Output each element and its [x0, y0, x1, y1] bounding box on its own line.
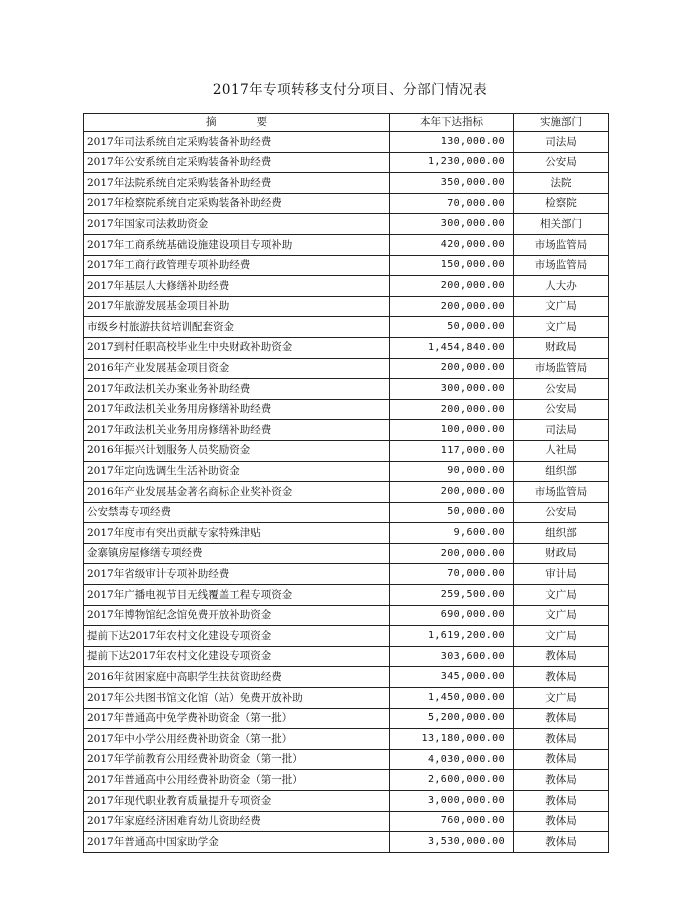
amount-cell: 70,000.00	[390, 564, 514, 585]
table-row	[84, 461, 609, 482]
item-name-cell: 2017年政法机关办案业务补助经费	[84, 379, 390, 400]
table-row	[84, 749, 609, 770]
amount-cell: 117,000.00	[390, 440, 514, 461]
department-cell: 人社局	[514, 440, 609, 461]
item-name-cell: 金寨镇房屋修缮专项经费	[84, 543, 390, 564]
department-cell: 公安局	[514, 502, 609, 523]
department-cell: 教体局	[514, 791, 609, 812]
department-cell: 检察院	[514, 193, 609, 214]
department-cell: 文广局	[514, 296, 609, 317]
item-name-cell: 2016年贫困家庭中高职学生扶贫资助经费	[84, 667, 390, 688]
item-name-cell: 2017年政法机关业务用房修缮补助经费	[84, 420, 390, 441]
amount-cell: 1,450,000.00	[390, 688, 514, 709]
item-name-cell: 2017年普通高中国家助学金	[84, 832, 390, 853]
table-row	[84, 502, 609, 523]
amount-cell: 4,030,000.00	[390, 749, 514, 770]
item-name-cell: 2017年普通高中公用经费补助资金（第一批）	[84, 770, 390, 791]
table-row	[84, 379, 609, 400]
department-cell: 审计局	[514, 564, 609, 585]
department-cell: 组织部	[514, 461, 609, 482]
table-row	[84, 646, 609, 667]
amount-cell: 690,000.00	[390, 605, 514, 626]
item-name-cell: 提前下达2017年农村文化建设专项资金	[84, 646, 390, 667]
department-cell: 教体局	[514, 832, 609, 853]
department-cell: 组织部	[514, 523, 609, 544]
table-row	[84, 234, 609, 255]
amount-cell: 200,000.00	[390, 543, 514, 564]
department-cell: 教体局	[514, 749, 609, 770]
item-name-cell: 2016年产业发展基金项目资金	[84, 358, 390, 379]
department-cell: 教体局	[514, 646, 609, 667]
amount-cell: 760,000.00	[390, 811, 514, 832]
item-name-cell: 2017年公安系统自定采购装备补助经费	[84, 152, 390, 173]
department-cell: 文广局	[514, 317, 609, 338]
amount-cell: 2,600,000.00	[390, 770, 514, 791]
table-row	[84, 688, 609, 709]
amount-cell: 1,230,000.00	[390, 152, 514, 173]
table-row	[84, 193, 609, 214]
amount-cell: 259,500.00	[390, 585, 514, 606]
amount-cell: 3,000,000.00	[390, 791, 514, 812]
amount-cell: 5,200,000.00	[390, 708, 514, 729]
department-cell: 市场监管局	[514, 234, 609, 255]
table-row	[84, 667, 609, 688]
amount-cell: 1,619,200.00	[390, 626, 514, 647]
item-name-cell: 2017年旅游发展基金项目补助	[84, 296, 390, 317]
item-name-cell: 2017年国家司法救助资金	[84, 214, 390, 235]
amount-cell: 50,000.00	[390, 502, 514, 523]
department-cell: 教体局	[514, 770, 609, 791]
amount-cell: 70,000.00	[390, 193, 514, 214]
header-amount: 本年下达指标	[390, 114, 514, 132]
amount-cell: 350,000.00	[390, 173, 514, 194]
department-cell: 财政局	[514, 337, 609, 358]
department-cell: 公安局	[514, 379, 609, 400]
table-row	[84, 482, 609, 503]
table-row	[84, 255, 609, 276]
table-row	[84, 729, 609, 750]
item-name-cell: 2017年广播电视节目无线覆盖工程专项资金	[84, 585, 390, 606]
table-row	[84, 337, 609, 358]
table-row	[84, 276, 609, 297]
table-row	[84, 296, 609, 317]
amount-cell: 200,000.00	[390, 482, 514, 503]
department-cell: 文广局	[514, 688, 609, 709]
table-row	[84, 811, 609, 832]
department-cell: 公安局	[514, 399, 609, 420]
table-row	[84, 564, 609, 585]
table-row	[84, 543, 609, 564]
item-name-cell: 2017年工商行政管理专项补助经费	[84, 255, 390, 276]
table-row	[84, 770, 609, 791]
department-cell: 司法局	[514, 420, 609, 441]
amount-cell: 300,000.00	[390, 379, 514, 400]
table-row	[84, 420, 609, 441]
department-cell: 市场监管局	[514, 255, 609, 276]
item-name-cell: 2016年振兴计划服务人员奖励资金	[84, 440, 390, 461]
table-row	[84, 214, 609, 235]
department-cell: 教体局	[514, 708, 609, 729]
item-name-cell: 2017年司法系统自定采购装备补助经费	[84, 132, 390, 153]
department-cell: 司法局	[514, 132, 609, 153]
item-name-cell: 2017年法院系统自定采购装备补助经费	[84, 173, 390, 194]
table-row	[84, 605, 609, 626]
department-cell: 相关部门	[514, 214, 609, 235]
department-cell: 文广局	[514, 605, 609, 626]
amount-cell: 9,600.00	[390, 523, 514, 544]
item-name-cell: 2017年现代职业教育质量提升专项资金	[84, 791, 390, 812]
department-cell: 教体局	[514, 667, 609, 688]
item-name-cell: 2017年博物馆纪念馆免费开放补助资金	[84, 605, 390, 626]
table-row	[84, 399, 609, 420]
item-name-cell: 2017年工商系统基础设施建设项目专项补助	[84, 234, 390, 255]
amount-cell: 200,000.00	[390, 399, 514, 420]
item-name-cell: 2017到村任职高校毕业生中央财政补助资金	[84, 337, 390, 358]
table-row	[84, 585, 609, 606]
allocation-table	[83, 113, 609, 853]
item-name-cell: 2017年基层人大修缮补助经费	[84, 276, 390, 297]
item-name-cell: 市级乡村旅游扶贫培训配套资金	[84, 317, 390, 338]
item-name-cell: 2017年公共图书馆文化馆（站）免费开放补助	[84, 688, 390, 709]
item-name-cell: 2017年中小学公用经费补助资金（第一批）	[84, 729, 390, 750]
department-cell: 市场监管局	[514, 358, 609, 379]
item-name-cell: 2017年省级审计专项补助经费	[84, 564, 390, 585]
department-cell: 文广局	[514, 626, 609, 647]
amount-cell: 50,000.00	[390, 317, 514, 338]
amount-cell: 303,600.00	[390, 646, 514, 667]
item-name-cell: 2017年政法机关业务用房修缮补助经费	[84, 399, 390, 420]
item-name-cell: 2017年普通高中免学费补助资金（第一批）	[84, 708, 390, 729]
amount-cell: 13,180,000.00	[390, 729, 514, 750]
table-row	[84, 440, 609, 461]
table-row	[84, 152, 609, 173]
table-row	[84, 317, 609, 338]
page-title: 2017年专项转移支付分项目、分部门情况表	[212, 82, 488, 98]
item-name-cell: 2017年家庭经济困难育幼儿资助经费	[84, 811, 390, 832]
amount-cell: 345,000.00	[390, 667, 514, 688]
department-cell: 法院	[514, 173, 609, 194]
table-row	[84, 832, 609, 853]
amount-cell: 420,000.00	[390, 234, 514, 255]
item-name-cell: 提前下达2017年农村文化建设专项资金	[84, 626, 390, 647]
table-row	[84, 173, 609, 194]
department-cell: 公安局	[514, 152, 609, 173]
amount-cell: 3,530,000.00	[390, 832, 514, 853]
department-cell: 市场监管局	[514, 482, 609, 503]
amount-cell: 200,000.00	[390, 276, 514, 297]
header-department: 实施部门	[514, 114, 609, 132]
header-summary-char-1: 摘	[206, 116, 217, 129]
table-row	[84, 791, 609, 812]
header-summary	[84, 114, 390, 132]
amount-cell: 100,000.00	[390, 420, 514, 441]
amount-cell: 300,000.00	[390, 214, 514, 235]
department-cell: 财政局	[514, 543, 609, 564]
header-row	[84, 114, 609, 132]
table-row	[84, 708, 609, 729]
item-name-cell: 2017年学前教育公用经费补助资金（第一批）	[84, 749, 390, 770]
item-name-cell: 2017年度市有突出贡献专家特殊津贴	[84, 523, 390, 544]
department-cell: 教体局	[514, 811, 609, 832]
table-row	[84, 358, 609, 379]
department-cell: 人大办	[514, 276, 609, 297]
amount-cell: 200,000.00	[390, 296, 514, 317]
table-row	[84, 132, 609, 153]
table-row	[84, 626, 609, 647]
amount-cell: 200,000.00	[390, 358, 514, 379]
item-name-cell: 2017年检察院系统自定采购装备补助经费	[84, 193, 390, 214]
amount-cell: 150,000.00	[390, 255, 514, 276]
amount-cell: 1,454,840.00	[390, 337, 514, 358]
department-cell: 教体局	[514, 729, 609, 750]
amount-cell: 130,000.00	[390, 132, 514, 153]
header-summary-char-2: 要	[256, 116, 267, 129]
item-name-cell: 2016年产业发展基金著名商标企业奖补资金	[84, 482, 390, 503]
table-row	[84, 523, 609, 544]
item-name-cell: 公安禁毒专项经费	[84, 502, 390, 523]
department-cell: 文广局	[514, 585, 609, 606]
item-name-cell: 2017年定向选调生生活补助资金	[84, 461, 390, 482]
amount-cell: 90,000.00	[390, 461, 514, 482]
